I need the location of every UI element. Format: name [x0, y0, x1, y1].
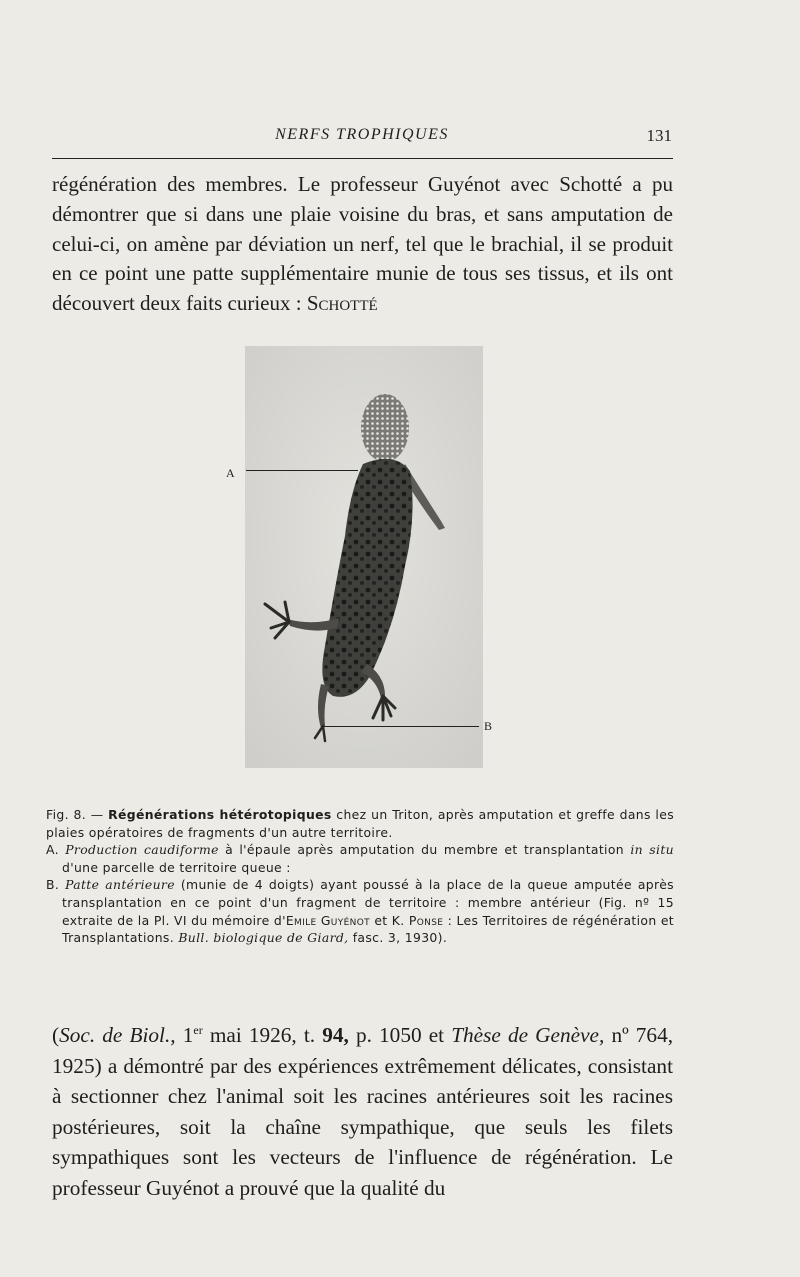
figure-caption [46, 806, 674, 947]
caption-item-b [46, 876, 674, 946]
pb-date-rest: mai 1926, t. [209, 1023, 316, 1048]
caption-a-italic: Production caudiforme [65, 842, 219, 858]
pb-date-num: 1 [182, 1023, 194, 1048]
page-header [52, 126, 672, 156]
caudiform-growth [361, 394, 409, 462]
caption-b-label: B. [46, 877, 60, 893]
caption-fig-rest: chez un Triton, après amputation et greffe dans les plaies opératoires de fragments d'un autre territoire. [46, 807, 675, 840]
caption-a-label: A. [46, 842, 59, 858]
pointer-line-a [246, 470, 358, 471]
figure-label-a: A [226, 466, 235, 480]
running-title: NERFS TROPHIQUES [275, 126, 449, 143]
pb-open: ( [52, 1023, 60, 1048]
page-number: 131 [646, 126, 672, 145]
paragraph-top [52, 170, 673, 319]
caption-b-text: (munie de 4 doigts) ayant poussé à la place de la queue amputée après transplantation en ce point d'un fragment de territoire : membre antérieur (Fig. nº 15 extraite de la Pl. VI du mémoire d' [62, 877, 674, 928]
caption-b-name1: Emile Guyénot [285, 912, 370, 928]
caption-a-text: à l'épaule après amputation du membre et transplantation [225, 842, 624, 858]
pb-these: Thèse de Genève, [451, 1023, 605, 1048]
caption-a-text2: d'une parcelle de territoire queue : [62, 859, 291, 875]
caption-fig-label: Fig. 8. — [46, 807, 104, 822]
author-name: Schotté [306, 291, 378, 316]
header-rule [52, 158, 673, 159]
caption-item-a [46, 841, 674, 876]
figure-label-b: B [484, 719, 493, 733]
caption-b-and: et K. [374, 912, 405, 928]
newt-photograph [245, 346, 483, 768]
pb-volume: 94, [322, 1023, 349, 1048]
caption-b-end: fasc. 3, 1930). [352, 930, 448, 946]
caption-title [46, 806, 674, 841]
paragraph-bottom [52, 1015, 673, 1204]
caption-b-name2: Ponse [408, 912, 444, 928]
caption-fig-title: Régénérations hétérotopiques [108, 807, 332, 822]
pb-soc: Soc. de Biol., [59, 1023, 176, 1048]
caption-b-italic: Patte antérieure [65, 877, 175, 893]
caption-b-text3: : Les Territoires de régénération et Transplantations. [62, 912, 675, 946]
paragraph-top-text: régénération des membres. Le professeur Guyénot avec Schotté a pu démontrer que si dans une plaie voisine du bras, et sans amputation de celui-ci, on amène par déviation un nerf, tel que le brachial, il se produit en ce point une patte supplémentaire munie de tous ses tissus, et ils ont découvert deux faits curieux : [52, 172, 673, 316]
pointer-line-b [322, 726, 479, 727]
newt-illustration [245, 346, 483, 768]
pb-date-sup: er [193, 1023, 203, 1037]
caption-a-italic2: in situ [630, 842, 674, 858]
pb-rest: nº 764, 1925) a démontré par des expériences extrêmement délicates, consistant à sectionner chez l'animal soit les racines antérieures soit les racines postérieures, soit la chaîne sympathique, que seuls les filets sympathiques sont les vecteurs de l'influence de régénération. Le professeur Guyénot a prouvé que la qualité du [52, 1023, 674, 1201]
caption-b-journal: Bull. biologique de Giard, [178, 930, 349, 946]
pb-page-ref: p. 1050 et [355, 1023, 445, 1048]
